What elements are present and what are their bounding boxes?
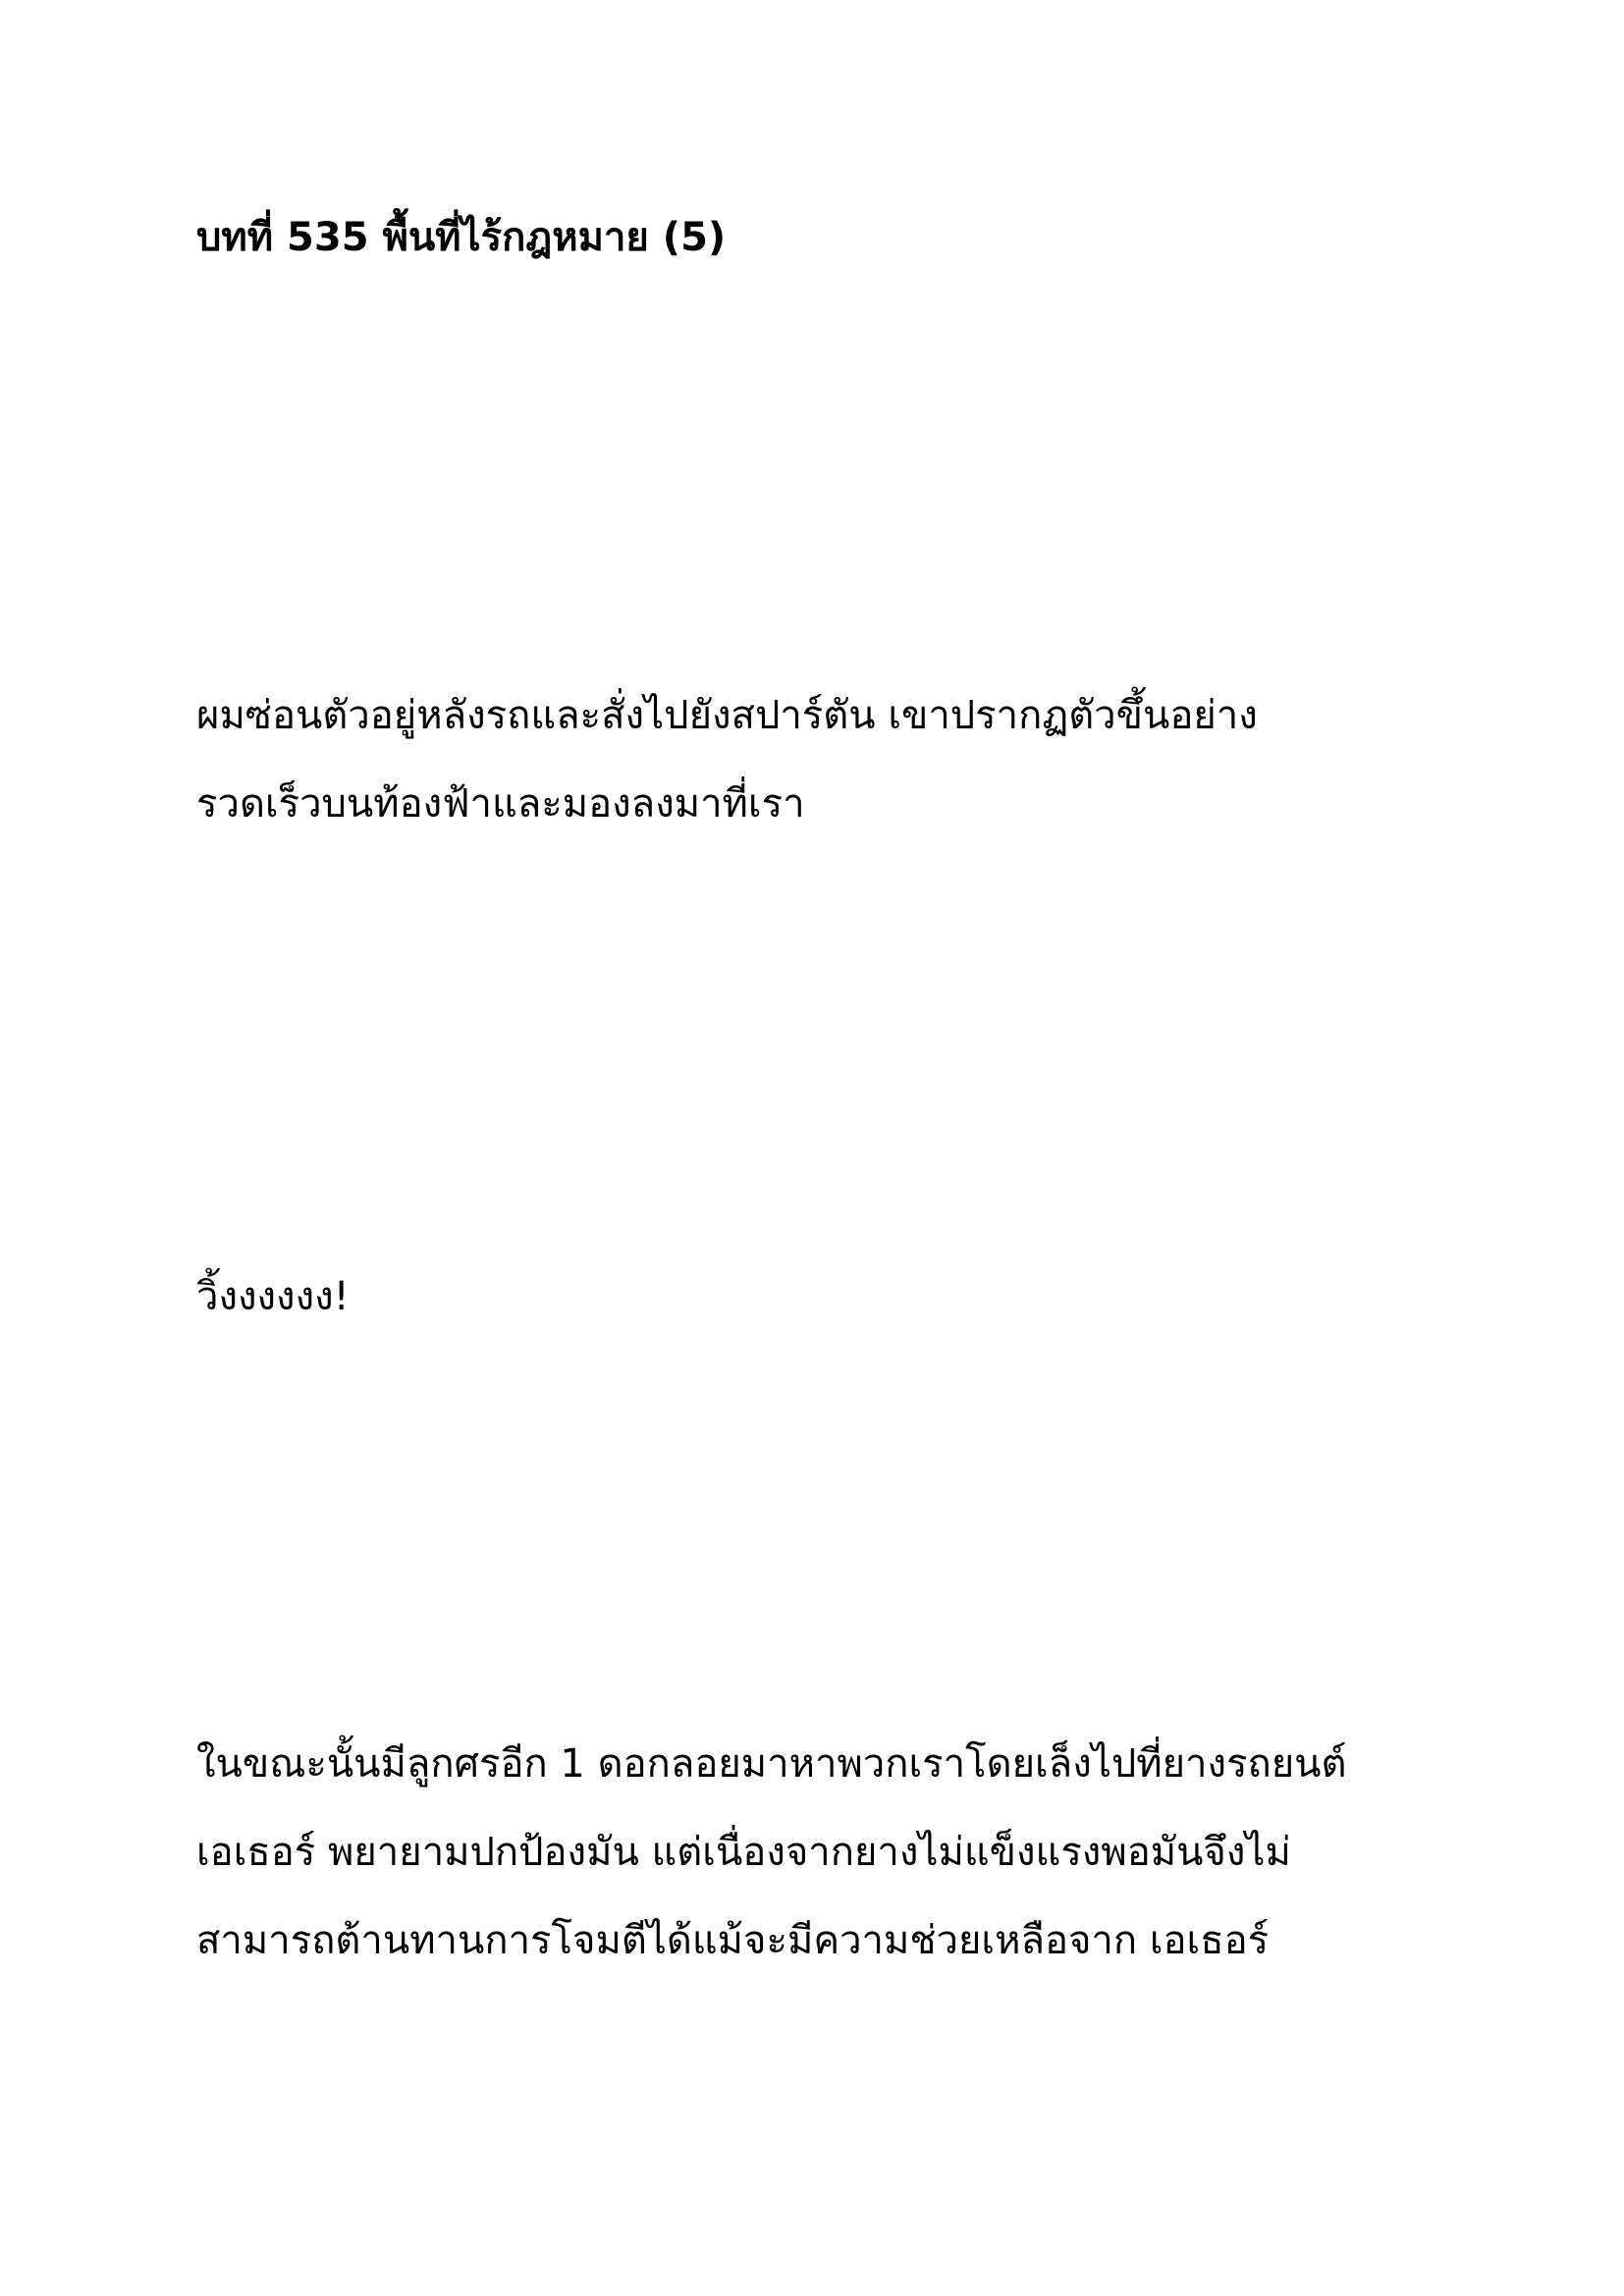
chapter-title: บทที่ 535 พื้นที่ไร้กฎหมาย (5) xyxy=(196,215,727,260)
paragraph-1 xyxy=(196,671,1258,848)
paragraph-3-line-2: เอเธอร์ พยายามปกป้องมัน แต่เนื่องจากยางไม่แข็งแรงพอมันจึงไม่ xyxy=(196,1830,1291,1875)
paragraph-1-line-2: รวดเร็วบนท้องฟ้าและมองลงมาที่เรา xyxy=(196,781,805,827)
paragraph-3-line-1: ในขณะนั้นมีลูกศรอีก 1 ดอกลอยมาหาพวกเราโดยเล็งไปที่ยางรถยนต์ xyxy=(196,1741,1347,1787)
paragraph-1-line-1: ผมซ่อนตัวอยู่หลังรถและสั่งไปยังสปาร์ตัน เขาปรากฏตัวขึ้นอย่าง xyxy=(196,693,1258,738)
paragraph-3-line-3: สามารถต้านทานการโจมตีได้แม้จะมีความช่วยเหลือจาก เอเธอร์ xyxy=(196,1918,1270,1963)
paragraph-3 xyxy=(196,1720,1346,1985)
paragraph-2-line-1: วิ้งงงงงง! xyxy=(196,1274,350,1319)
paragraph-2 xyxy=(196,1253,350,1341)
